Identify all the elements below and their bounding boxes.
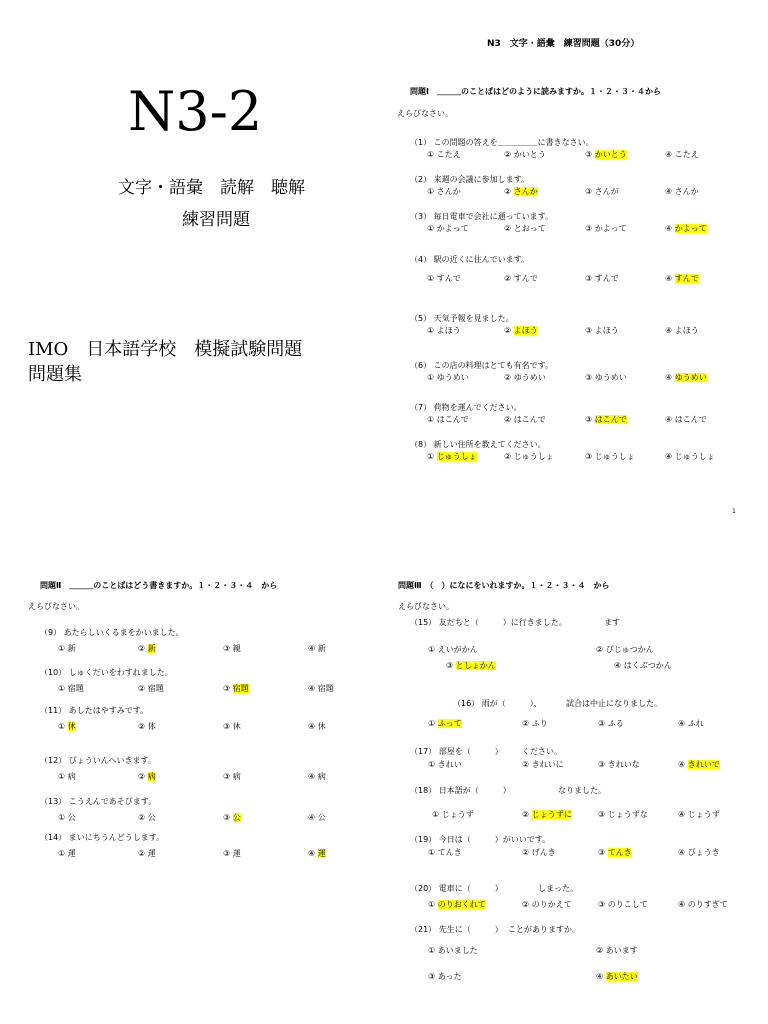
option[interactable] bbox=[428, 971, 462, 982]
option[interactable] bbox=[427, 372, 469, 383]
school-line1: IMO 日本語学校 模擬試験問題 bbox=[28, 339, 303, 360]
option-label: とおって bbox=[513, 224, 546, 233]
option[interactable] bbox=[585, 372, 627, 383]
question-text: （12） びょういんへいきます。 bbox=[40, 756, 156, 765]
option-number: ④ bbox=[665, 224, 675, 233]
option-number: ③ bbox=[223, 722, 233, 731]
option[interactable] bbox=[427, 223, 469, 234]
section2-instruction-1: 問題Ⅱ ＿＿＿のことばはどう書きますか。１・２・３・４ から bbox=[40, 581, 278, 590]
option-number: ① bbox=[428, 848, 438, 857]
option-label: 親 bbox=[232, 644, 241, 653]
option-number: ② bbox=[504, 452, 514, 461]
option-number: ① bbox=[428, 760, 438, 769]
question-suffix: しまった。 bbox=[538, 884, 578, 893]
question-text: （4） 駅の近くに住んでいます。 bbox=[410, 255, 529, 264]
option[interactable] bbox=[138, 643, 156, 654]
option-number: ③ bbox=[223, 813, 233, 822]
option-label: あいたい bbox=[605, 972, 638, 981]
question-text: （14） まいにちうんどうします。 bbox=[40, 833, 165, 842]
option-number: ④ bbox=[308, 722, 318, 731]
question-suffix: ます bbox=[604, 618, 620, 627]
option[interactable] bbox=[428, 847, 462, 858]
option[interactable] bbox=[308, 721, 326, 732]
option-label: よほう bbox=[513, 326, 538, 335]
option-number: ① bbox=[427, 415, 437, 424]
option[interactable] bbox=[504, 186, 538, 197]
option-label: じゅうしょ bbox=[674, 452, 715, 461]
option[interactable] bbox=[585, 149, 627, 160]
option-number: ④ bbox=[308, 772, 318, 781]
option-number: ③ bbox=[598, 900, 608, 909]
option-number: ④ bbox=[308, 644, 318, 653]
option-number: ① bbox=[428, 900, 438, 909]
option[interactable] bbox=[665, 372, 707, 383]
option-label: ゆうめい bbox=[436, 373, 469, 382]
question-text: （18） 日本語が（ ） bbox=[410, 786, 511, 795]
option-label: あいました bbox=[437, 946, 478, 955]
option[interactable] bbox=[522, 899, 572, 910]
option-label: ゆうめい bbox=[674, 373, 707, 382]
option-label: てんき bbox=[437, 848, 462, 857]
option-number: ② bbox=[504, 415, 514, 424]
option[interactable] bbox=[522, 847, 556, 858]
option[interactable] bbox=[585, 451, 635, 462]
option-number: ③ bbox=[585, 373, 595, 382]
option-label: 公 bbox=[232, 813, 241, 822]
option[interactable] bbox=[585, 223, 627, 234]
option-number: ① bbox=[427, 224, 437, 233]
option-number: ④ bbox=[678, 900, 688, 909]
question-text: （8） 新しい住所を教えてください。 bbox=[410, 440, 546, 449]
option[interactable] bbox=[58, 643, 76, 654]
question-text: （19） 今日は（ ）がいいです。 bbox=[410, 835, 551, 844]
question-suffix: 試合は中止になりました。 bbox=[566, 699, 662, 708]
option[interactable] bbox=[598, 718, 624, 729]
option-number: ② bbox=[504, 326, 514, 335]
option-label: 休 bbox=[67, 722, 76, 731]
option-label: ふれ bbox=[687, 719, 704, 728]
question-text: （16） 雨が（ ）、 bbox=[453, 699, 542, 708]
section1-instruction-2: えらびなさい。 bbox=[397, 109, 453, 118]
subtitle-line1: 文字・語彙 読解 聴解 bbox=[118, 178, 305, 198]
option-number: ② bbox=[504, 274, 514, 283]
option-number: ① bbox=[428, 719, 438, 728]
option[interactable] bbox=[58, 721, 76, 732]
option-label: ふり bbox=[531, 719, 548, 728]
option-label: 公 bbox=[147, 813, 156, 822]
option-label: さんか bbox=[436, 187, 461, 196]
option-number: ④ bbox=[678, 719, 688, 728]
option[interactable] bbox=[504, 414, 546, 425]
option-number: ① bbox=[58, 849, 68, 858]
option-number: ③ bbox=[585, 415, 595, 424]
page-number: 1 bbox=[732, 508, 736, 515]
option-number: ③ bbox=[585, 274, 595, 283]
option-label: ふる bbox=[607, 719, 624, 728]
option-number: ④ bbox=[665, 326, 675, 335]
option-number: ① bbox=[58, 772, 68, 781]
option[interactable] bbox=[665, 149, 699, 160]
option-label: さんか bbox=[674, 187, 699, 196]
question-text: （11） あしたはやすみです。 bbox=[40, 706, 149, 715]
option[interactable] bbox=[428, 945, 478, 956]
option[interactable] bbox=[665, 186, 699, 197]
option[interactable] bbox=[504, 223, 546, 234]
option[interactable] bbox=[223, 848, 241, 859]
option-number: ② bbox=[504, 373, 514, 382]
option-label: えいがかん bbox=[437, 645, 478, 654]
option[interactable] bbox=[504, 325, 538, 336]
option-number: ① bbox=[427, 274, 437, 283]
question-suffix: なりました。 bbox=[558, 786, 606, 795]
option-number: ④ bbox=[596, 972, 606, 981]
option-number: ④ bbox=[665, 274, 675, 283]
option-label: よほう bbox=[594, 326, 619, 335]
option-label: きれいな bbox=[607, 760, 640, 769]
option-label: げんき bbox=[531, 848, 556, 857]
option[interactable] bbox=[427, 149, 461, 160]
question-text: （20） 電車に（ ） bbox=[410, 884, 503, 893]
option-label: さんか bbox=[513, 187, 538, 196]
option-label: はくぶつかん bbox=[623, 661, 672, 670]
question-text: （3） 毎日電車で会社に通っています。 bbox=[410, 212, 553, 221]
option-label: 病 bbox=[317, 772, 326, 781]
question-text: （1） この問題の答えを＿＿＿＿＿に書きなさい。 bbox=[410, 138, 594, 147]
option[interactable] bbox=[678, 809, 720, 820]
question-text: （5） 天気予報を見ました。 bbox=[410, 314, 514, 323]
option-number: ④ bbox=[678, 848, 688, 857]
option-number: ③ bbox=[598, 848, 608, 857]
option[interactable] bbox=[427, 186, 461, 197]
option-number: ② bbox=[596, 946, 606, 955]
option[interactable] bbox=[596, 971, 638, 982]
option-label: のりすぎて bbox=[687, 900, 728, 909]
option-number: ③ bbox=[223, 849, 233, 858]
option-number: ④ bbox=[678, 810, 688, 819]
option-label: 宿題 bbox=[67, 684, 84, 693]
question-text: （17） 部屋を（ ） bbox=[410, 747, 503, 756]
option-label: あいます bbox=[605, 946, 638, 955]
option-number: ① bbox=[58, 722, 68, 731]
option-number: ④ bbox=[665, 373, 675, 382]
option-label: きれい bbox=[437, 760, 462, 769]
option[interactable] bbox=[427, 325, 461, 336]
option[interactable] bbox=[614, 660, 672, 671]
option-label: ゆうめい bbox=[513, 373, 546, 382]
option-label: 宿題 bbox=[147, 684, 164, 693]
option[interactable] bbox=[432, 809, 474, 820]
option-label: かよって bbox=[436, 224, 469, 233]
option[interactable] bbox=[223, 683, 249, 694]
option-number: ③ bbox=[585, 150, 595, 159]
question-text: （10） しゅくだいをわすれました。 bbox=[40, 668, 173, 677]
option[interactable] bbox=[138, 683, 164, 694]
option-label: 公 bbox=[317, 813, 326, 822]
option-number: ① bbox=[428, 645, 438, 654]
option[interactable] bbox=[308, 683, 334, 694]
option-label: きれいで bbox=[687, 760, 720, 769]
option[interactable] bbox=[308, 812, 326, 823]
option-label: かいとう bbox=[594, 150, 627, 159]
option-label: のりこして bbox=[607, 900, 648, 909]
option-label: さんが bbox=[594, 187, 619, 196]
option[interactable] bbox=[504, 451, 554, 462]
option-label: 運 bbox=[232, 849, 241, 858]
option-number: ③ bbox=[223, 644, 233, 653]
option-number: ③ bbox=[585, 326, 595, 335]
option[interactable] bbox=[223, 643, 241, 654]
section1-instruction-1: 問題Ⅰ ＿＿＿のことばはどのように読みますか。１・２・３・４から bbox=[410, 87, 661, 96]
question-text: （15） 友だちと（ ）に行きました。 bbox=[410, 618, 567, 627]
section3-instruction-1: 問題Ⅲ （ ）になにをいれますか。１・２・３・４ から bbox=[398, 581, 610, 590]
question-text: （7） 荷物を運んでください。 bbox=[410, 403, 522, 412]
option[interactable] bbox=[308, 643, 326, 654]
option-label: 休 bbox=[317, 722, 326, 731]
option-number: ② bbox=[522, 900, 532, 909]
option-label: てんき bbox=[607, 848, 632, 857]
option[interactable] bbox=[522, 809, 572, 820]
option-number: ① bbox=[58, 813, 68, 822]
option[interactable] bbox=[585, 186, 619, 197]
option[interactable] bbox=[598, 759, 640, 770]
option-label: じょうず bbox=[687, 810, 720, 819]
question-text: （6） この店の料理はとても有名です。 bbox=[410, 361, 553, 370]
option-number: ① bbox=[58, 684, 68, 693]
option[interactable] bbox=[58, 812, 76, 823]
option-number: ② bbox=[504, 224, 514, 233]
option-number: ② bbox=[596, 645, 606, 654]
option-label: かいとう bbox=[513, 150, 546, 159]
option-label: じゅうしょ bbox=[594, 452, 635, 461]
option[interactable] bbox=[678, 899, 728, 910]
school-line2: 問題集 bbox=[28, 364, 82, 385]
option-number: ② bbox=[504, 187, 514, 196]
option[interactable] bbox=[585, 273, 619, 284]
option-number: ④ bbox=[308, 849, 318, 858]
option-label: じょうずに bbox=[531, 810, 572, 819]
option[interactable] bbox=[446, 660, 496, 671]
option[interactable] bbox=[665, 325, 699, 336]
option-number: ② bbox=[522, 848, 532, 857]
option[interactable] bbox=[428, 759, 462, 770]
option[interactable] bbox=[585, 414, 627, 425]
option-label: 病 bbox=[147, 772, 156, 781]
option-number: ② bbox=[522, 719, 532, 728]
option-number: ③ bbox=[428, 972, 438, 981]
option-number: ④ bbox=[308, 684, 318, 693]
option-number: ③ bbox=[598, 810, 608, 819]
option-label: かよって bbox=[674, 224, 707, 233]
question-suffix: ください。 bbox=[522, 747, 562, 756]
option-number: ④ bbox=[665, 415, 675, 424]
option-number: ④ bbox=[665, 187, 675, 196]
option-number: ③ bbox=[585, 187, 595, 196]
option-number: ④ bbox=[614, 661, 624, 670]
option[interactable] bbox=[138, 721, 156, 732]
question-text: （13） こうえんであそびます。 bbox=[40, 797, 157, 806]
option-number: ④ bbox=[665, 452, 675, 461]
option-number: ① bbox=[427, 150, 437, 159]
option-label: すんで bbox=[594, 274, 619, 283]
option-number: ① bbox=[427, 187, 437, 196]
option[interactable] bbox=[58, 848, 76, 859]
option-number: ② bbox=[138, 772, 148, 781]
option[interactable] bbox=[504, 372, 546, 383]
option-label: ふって bbox=[437, 719, 462, 728]
option-label: 公 bbox=[67, 813, 76, 822]
option-label: のりおくれて bbox=[437, 900, 486, 909]
option-label: よほう bbox=[436, 326, 461, 335]
option-label: はこんで bbox=[674, 415, 707, 424]
option-number: ③ bbox=[598, 760, 608, 769]
option-label: としょかん bbox=[455, 661, 496, 670]
option-number: ② bbox=[138, 813, 148, 822]
option-number: ② bbox=[504, 150, 514, 159]
option-number: ④ bbox=[308, 813, 318, 822]
option[interactable] bbox=[522, 759, 564, 770]
option-label: じゅうしょ bbox=[513, 452, 554, 461]
option-number: ③ bbox=[223, 684, 233, 693]
option-label: よほう bbox=[674, 326, 699, 335]
option[interactable] bbox=[678, 847, 720, 858]
option-label: かよって bbox=[594, 224, 627, 233]
option-number: ① bbox=[432, 810, 442, 819]
big-title: N3-2 bbox=[128, 80, 263, 143]
option-number: ③ bbox=[223, 772, 233, 781]
page1-header: N3 文字・語彙 練習問題（30分） bbox=[487, 39, 640, 49]
option[interactable] bbox=[665, 414, 707, 425]
option[interactable] bbox=[58, 683, 84, 694]
option-label: 新 bbox=[67, 644, 76, 653]
option-number: ③ bbox=[446, 661, 456, 670]
option[interactable] bbox=[428, 899, 486, 910]
option[interactable] bbox=[138, 771, 156, 782]
option-label: びじゅつかん bbox=[605, 645, 654, 654]
option-number: ③ bbox=[585, 224, 595, 233]
option-label: すんで bbox=[513, 274, 538, 283]
option-number: ④ bbox=[678, 760, 688, 769]
question-text: （21） 先生に（ ） bbox=[410, 925, 503, 934]
option-number: ③ bbox=[585, 452, 595, 461]
option-label: はこんで bbox=[594, 415, 627, 424]
option-label: じゅうしょ bbox=[436, 452, 477, 461]
option-label: 病 bbox=[67, 772, 76, 781]
option-label: 新 bbox=[147, 644, 156, 653]
option-label: こたえ bbox=[674, 150, 699, 159]
option[interactable] bbox=[598, 809, 648, 820]
question-text: （2） 来週の会議に参加します。 bbox=[410, 175, 529, 184]
section3-instruction-2: えらびなさい。 bbox=[398, 602, 454, 611]
option-label: 体 bbox=[147, 722, 156, 731]
option[interactable] bbox=[427, 414, 469, 425]
option[interactable] bbox=[427, 451, 477, 462]
option-label: のりかえて bbox=[531, 900, 572, 909]
option[interactable] bbox=[223, 812, 241, 823]
option[interactable] bbox=[598, 847, 632, 858]
option-label: すんで bbox=[674, 274, 699, 283]
option[interactable] bbox=[308, 848, 326, 859]
option-number: ② bbox=[138, 849, 148, 858]
option-label: 宿題 bbox=[317, 684, 334, 693]
option-number: ② bbox=[138, 722, 148, 731]
option[interactable] bbox=[427, 273, 461, 284]
option[interactable] bbox=[678, 759, 720, 770]
option-label: 運 bbox=[147, 849, 156, 858]
option-number: ② bbox=[522, 760, 532, 769]
option-label: きれいに bbox=[531, 760, 564, 769]
option-label: はこんで bbox=[436, 415, 469, 424]
option-label: びょうき bbox=[687, 848, 720, 857]
option[interactable] bbox=[428, 718, 462, 729]
option[interactable] bbox=[428, 644, 478, 655]
question-suffix: ことがありますか。 bbox=[508, 925, 580, 934]
option-number: ① bbox=[428, 946, 438, 955]
option[interactable] bbox=[223, 721, 241, 732]
option-number: ④ bbox=[665, 150, 675, 159]
option[interactable] bbox=[665, 273, 699, 284]
option-label: ゆうめい bbox=[594, 373, 627, 382]
option[interactable] bbox=[596, 945, 638, 956]
option[interactable] bbox=[308, 771, 326, 782]
option-label: はこんで bbox=[513, 415, 546, 424]
option[interactable] bbox=[223, 771, 241, 782]
option-label: こたえ bbox=[436, 150, 461, 159]
option[interactable] bbox=[522, 718, 548, 729]
option[interactable] bbox=[598, 899, 648, 910]
option-number: ② bbox=[138, 644, 148, 653]
option-label: あった bbox=[437, 972, 462, 981]
option-number: ① bbox=[427, 326, 437, 335]
option[interactable] bbox=[585, 325, 619, 336]
subtitle-line2: 練習問題 bbox=[182, 210, 250, 230]
option[interactable] bbox=[138, 812, 156, 823]
option-number: ② bbox=[522, 810, 532, 819]
option-label: 運 bbox=[317, 849, 326, 858]
option[interactable] bbox=[58, 771, 76, 782]
option[interactable] bbox=[138, 848, 156, 859]
option-label: 運 bbox=[67, 849, 76, 858]
option[interactable] bbox=[665, 223, 707, 234]
option-number: ① bbox=[427, 452, 437, 461]
option-label: じょうずな bbox=[607, 810, 648, 819]
option-label: じょうず bbox=[441, 810, 474, 819]
option[interactable] bbox=[596, 644, 654, 655]
option-number: ① bbox=[58, 644, 68, 653]
option-label: 新 bbox=[317, 644, 326, 653]
option[interactable] bbox=[678, 718, 704, 729]
option-number: ② bbox=[138, 684, 148, 693]
option-label: 休 bbox=[232, 722, 241, 731]
option-label: すんで bbox=[436, 274, 461, 283]
option[interactable] bbox=[504, 149, 546, 160]
option-number: ① bbox=[427, 373, 437, 382]
option[interactable] bbox=[504, 273, 538, 284]
option-label: 宿題 bbox=[232, 684, 249, 693]
option[interactable] bbox=[665, 451, 715, 462]
section2-instruction-2: えらびなさい。 bbox=[28, 602, 84, 611]
option-number: ③ bbox=[598, 719, 608, 728]
option-label: 病 bbox=[232, 772, 241, 781]
question-text: （9） あたらしいくるまをかいました。 bbox=[40, 628, 184, 637]
